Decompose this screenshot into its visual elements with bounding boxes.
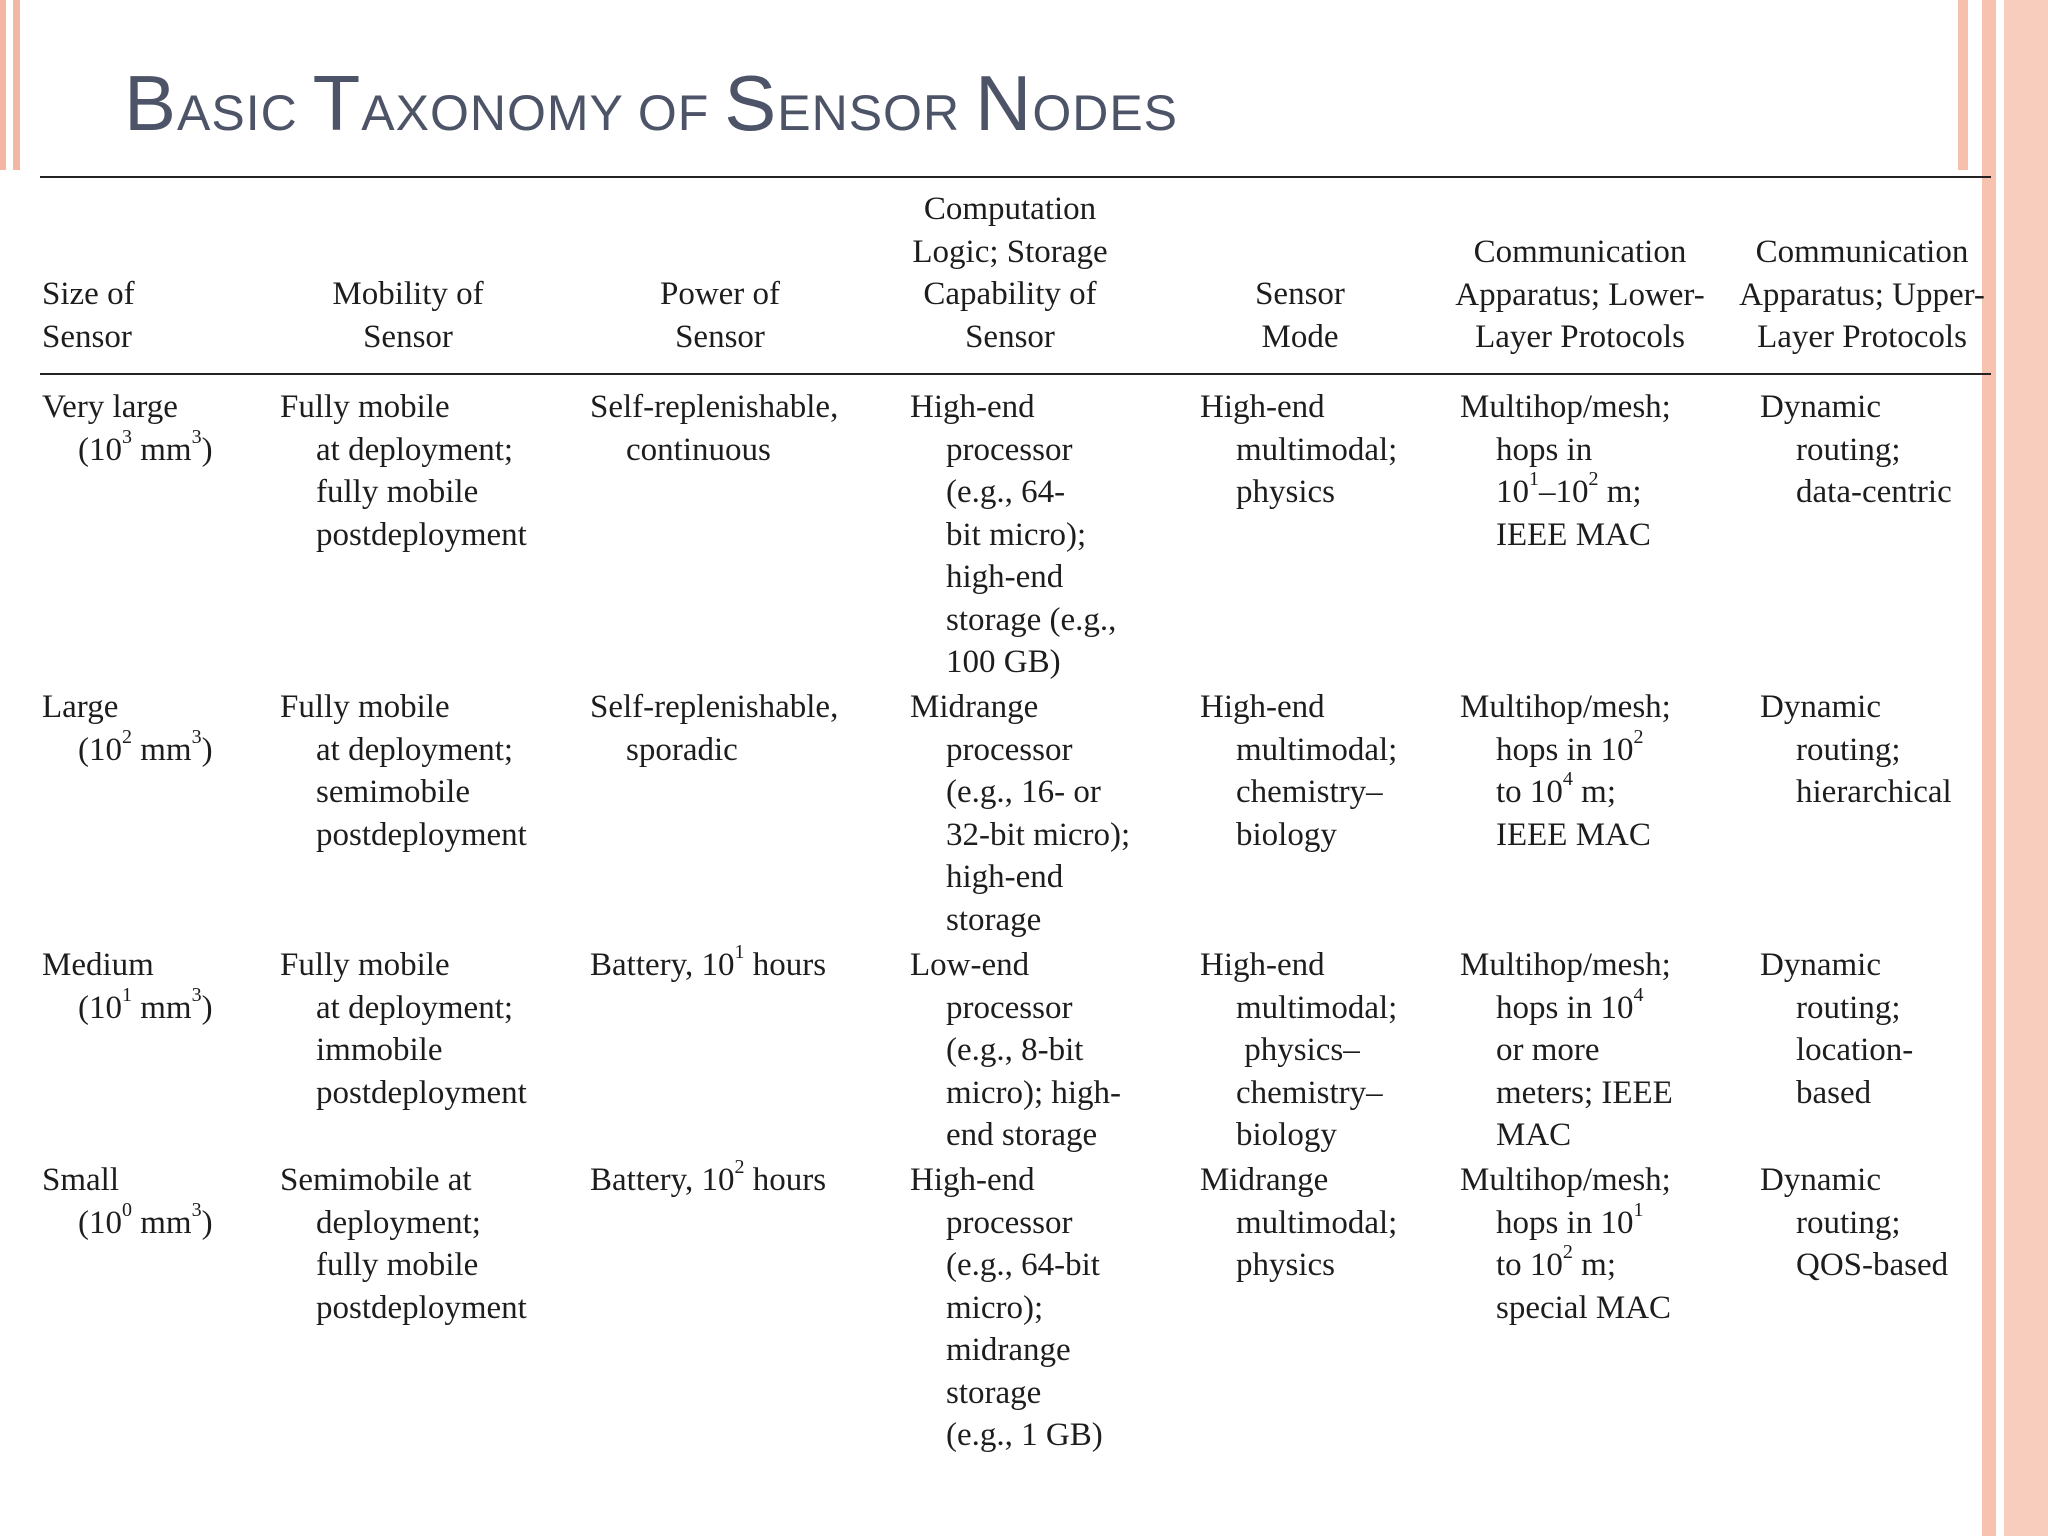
cell-mode	[1200, 1159, 1397, 1287]
cell-mobility	[280, 386, 527, 556]
size-label: Medium	[42, 947, 154, 983]
cell-line: hops in	[1496, 431, 1593, 468]
cell-mobility	[280, 1159, 527, 1329]
cell-upper	[1760, 386, 1952, 514]
cell-line: hops in $10^1$	[1496, 1198, 1644, 1241]
cell-line: multimodal;	[1236, 431, 1398, 468]
cell-line: (e.g., 8-bit	[946, 1032, 1084, 1068]
cell-line: hops in $10^4$	[1496, 983, 1644, 1026]
cell-mode	[1200, 944, 1397, 1157]
cell-line: fully mobile	[316, 474, 479, 510]
cell-computation	[910, 1159, 1103, 1457]
header-mode: Sensor Mode	[1255, 276, 1345, 355]
cell-line: (e.g., 64-bit	[946, 1247, 1100, 1283]
cell-line: Multihop/mesh;	[1460, 389, 1671, 425]
cell-line: Dynamic	[1760, 689, 1881, 725]
size-volume: ($10^0$ $mm^3$)	[78, 1198, 213, 1241]
cell-line: (e.g., 16- or	[946, 774, 1101, 810]
cell-line: IEEE MAC	[1496, 816, 1651, 853]
cell-mobility	[280, 944, 527, 1114]
cell-line: physics–	[1236, 1032, 1360, 1068]
cell-computation	[910, 686, 1130, 941]
cell-line: micro);	[946, 1289, 1044, 1326]
cell-line: (e.g., 1 GB)	[946, 1417, 1103, 1453]
cell-line: storage	[946, 901, 1042, 938]
cell-line: multimodal;	[1236, 989, 1398, 1026]
cell-line: postdeployment	[316, 816, 527, 853]
cell-line: physics	[1236, 1247, 1335, 1283]
cell-line: High-end	[910, 1162, 1035, 1198]
cell-line: continuous	[626, 431, 771, 468]
cell-line: (e.g., 64-	[946, 474, 1066, 510]
right-accent-bar	[1958, 0, 1968, 170]
size-label: Small	[42, 1162, 120, 1198]
cell-line: Self-replenishable,	[590, 389, 839, 425]
cell-line: MAC	[1496, 1117, 1572, 1153]
cell-line: routing;	[1796, 989, 1901, 1026]
cell-line: QOS-based	[1796, 1247, 1949, 1283]
cell-upper	[1760, 944, 1913, 1114]
left-accent-bar	[13, 0, 20, 170]
cell-line: IEEE MAC	[1496, 516, 1651, 553]
cell-power	[590, 386, 838, 471]
cell-line: High-end	[1200, 389, 1325, 425]
cell-line: Fully mobile	[280, 947, 450, 983]
cell-line: bit micro);	[946, 516, 1087, 553]
cell-power	[590, 686, 838, 771]
cell-line: routing;	[1796, 431, 1901, 468]
cell-line: sporadic	[626, 731, 738, 768]
cell-line: Dynamic	[1760, 947, 1881, 983]
header-lower-protocols: Communication Apparatus; Lower- Layer Protocols	[1455, 234, 1705, 355]
cell-line: Multihop/mesh;	[1460, 1162, 1671, 1198]
cell-line: processor	[946, 1204, 1073, 1241]
cell-line: Multihop/mesh;	[1460, 689, 1671, 725]
left-accent-bar	[0, 0, 6, 170]
cell-line: deployment;	[316, 1204, 481, 1241]
cell-line: at deployment;	[316, 431, 514, 468]
cell-line: High-end	[1200, 947, 1325, 983]
cell-line: hierarchical	[1796, 774, 1952, 810]
cell-upper	[1760, 686, 1952, 814]
table-header-rule	[40, 373, 1991, 375]
cell-line: storage (e.g.,	[946, 601, 1117, 638]
cell-line: based	[1796, 1074, 1872, 1111]
cell-line: special MAC	[1496, 1289, 1672, 1326]
cell-line: Low-end	[910, 947, 1030, 983]
cell-line: postdeployment	[316, 1074, 527, 1111]
table-top-rule	[40, 176, 1991, 178]
cell-line: multimodal;	[1236, 1204, 1398, 1241]
cell-line: High-end	[1200, 689, 1325, 725]
cell-line: Battery, $10^2$ hours	[590, 1156, 827, 1198]
cell-line: routing;	[1796, 1204, 1901, 1241]
cell-line: midrange	[946, 1332, 1071, 1368]
header-power: Power of Sensor	[659, 276, 781, 355]
cell-power	[590, 941, 827, 987]
cell-line: Dynamic	[1760, 1162, 1881, 1198]
size-volume: ($10^2$ $mm^3$)	[78, 725, 213, 768]
cell-line: location-	[1796, 1032, 1914, 1068]
cell-line: $10^1-10^2$ m;	[1496, 468, 1642, 510]
cell-line: Midrange	[910, 689, 1039, 725]
cell-line: Midrange	[1200, 1162, 1329, 1198]
cell-line: processor	[946, 989, 1073, 1026]
cell-line: or more	[1496, 1032, 1600, 1068]
cell-mode	[1200, 686, 1397, 856]
header-computation: Computation Logic; Storage Capability of Sensor	[912, 191, 1108, 355]
cell-mode	[1200, 386, 1397, 514]
cell-computation	[910, 944, 1121, 1157]
cell-line: Fully mobile	[280, 689, 450, 725]
cell-line: physics	[1236, 474, 1335, 510]
cell-line: Semimobile at	[280, 1162, 472, 1198]
cell-line: at deployment;	[316, 989, 514, 1026]
cell-upper	[1760, 1159, 1948, 1287]
cell-line: 100 GB)	[946, 644, 1061, 680]
size-label: Large	[42, 689, 119, 725]
cell-line: high-end	[946, 859, 1064, 895]
cell-line: at deployment;	[316, 731, 514, 768]
cell-line: Fully mobile	[280, 389, 450, 425]
cell-size	[42, 944, 213, 1029]
cell-line: end storage	[946, 1117, 1098, 1153]
cell-size	[42, 386, 213, 471]
cell-line: Dynamic	[1760, 389, 1881, 425]
cell-line: to $10^4$ m;	[1496, 768, 1617, 810]
size-volume: ($10^3$ $mm^3$)	[78, 425, 213, 468]
slide-title: BASIC TAXONOMY OF SENSOR NODES	[124, 59, 1179, 147]
cell-line: High-end	[910, 389, 1035, 425]
cell-size	[42, 1159, 213, 1244]
header-mobility: Mobility of Sensor	[332, 276, 484, 355]
cell-line: postdeployment	[316, 516, 527, 553]
cell-line: high-end	[946, 559, 1064, 595]
cell-line: Multihop/mesh;	[1460, 947, 1671, 983]
cell-line: chemistry–	[1236, 774, 1383, 810]
cell-line: biology	[1236, 1117, 1337, 1153]
cell-lower	[1460, 1159, 1671, 1329]
cell-size	[42, 686, 213, 771]
header-upper-protocols: Communication Apparatus; Upper- Layer Protocols	[1739, 234, 1985, 355]
cell-lower	[1460, 386, 1671, 556]
cell-power	[590, 1156, 827, 1202]
cell-line: meters; IEEE	[1496, 1074, 1673, 1111]
cell-lower	[1460, 944, 1673, 1157]
header-size: Size of Sensor	[42, 276, 135, 355]
cell-line: micro); high-	[946, 1074, 1122, 1111]
cell-line: to $10^2$ m;	[1496, 1241, 1617, 1283]
cell-mobility	[280, 686, 527, 856]
cell-line: processor	[946, 431, 1073, 468]
cell-lower	[1460, 686, 1671, 856]
cell-line: routing;	[1796, 731, 1901, 768]
cell-line: multimodal;	[1236, 731, 1398, 768]
cell-line: data-centric	[1796, 474, 1952, 510]
cell-line: biology	[1236, 816, 1337, 853]
cell-line: Battery, $10^1$ hours	[590, 941, 827, 983]
size-label: Very large	[42, 389, 178, 425]
cell-line: immobile	[316, 1032, 443, 1068]
cell-line: chemistry–	[1236, 1074, 1383, 1111]
cell-line: fully mobile	[316, 1247, 479, 1283]
cell-computation	[910, 386, 1116, 684]
size-volume: ($10^1$ $mm^3$)	[78, 983, 213, 1026]
cell-line: hops in $10^2$	[1496, 725, 1644, 768]
cell-line: processor	[946, 731, 1073, 768]
cell-line: storage	[946, 1374, 1042, 1411]
cell-line: Self-replenishable,	[590, 689, 839, 725]
cell-line: semimobile	[316, 774, 470, 810]
right-accent-bar	[2004, 0, 2048, 1536]
cell-line: 32-bit micro);	[946, 816, 1131, 853]
cell-line: postdeployment	[316, 1289, 527, 1326]
